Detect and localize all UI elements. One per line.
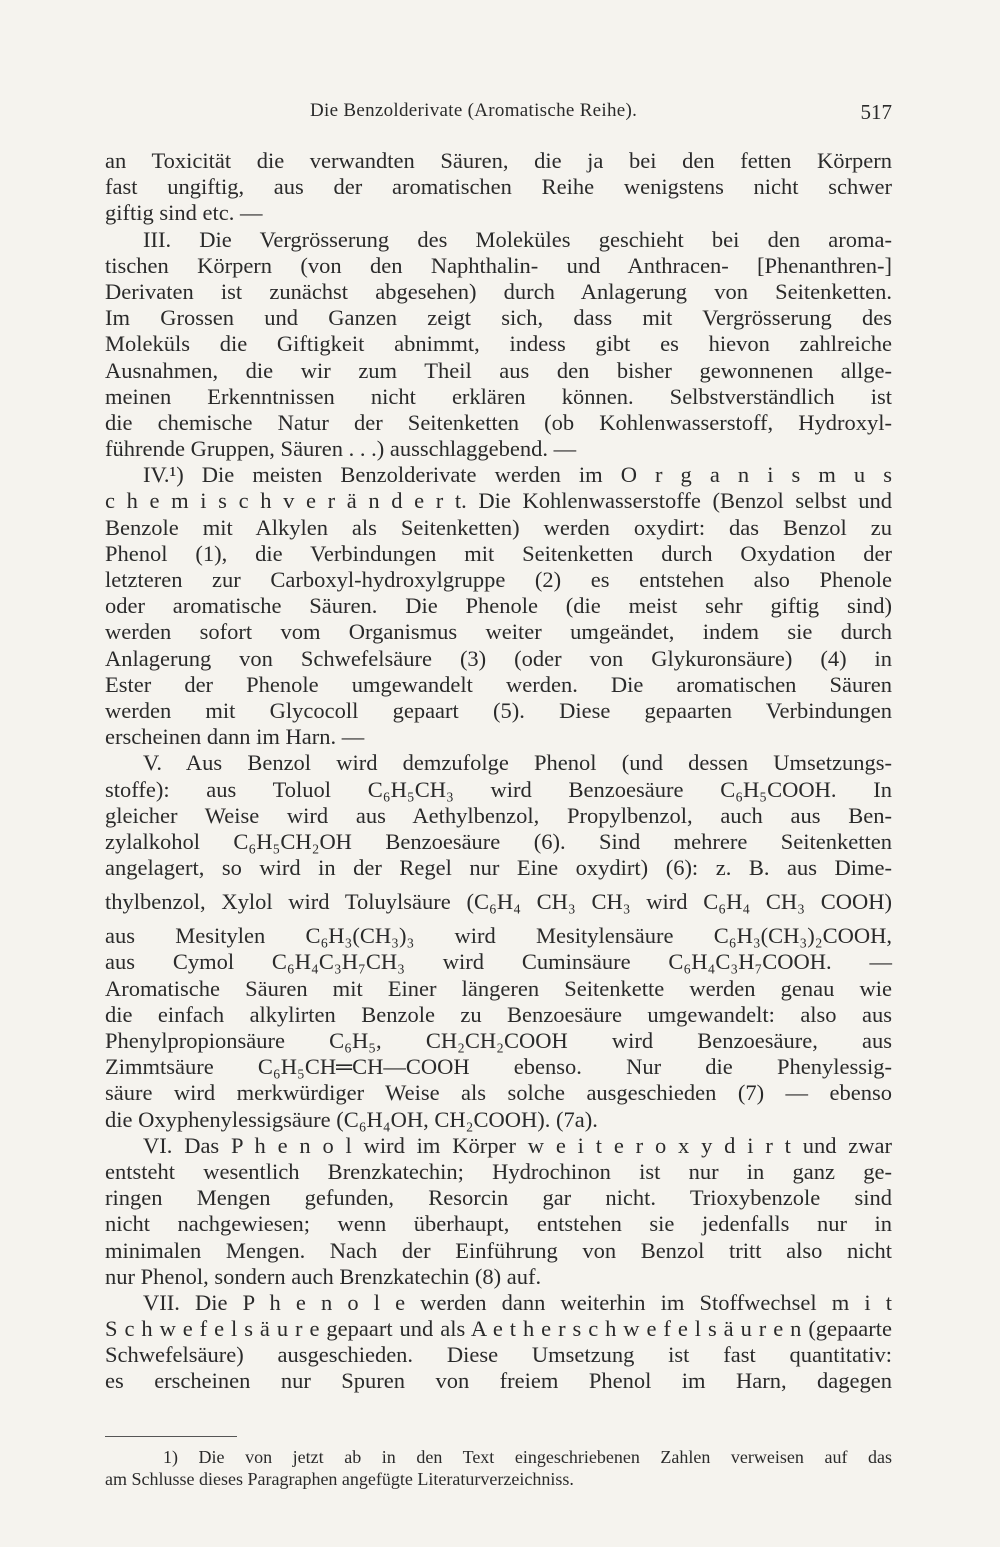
text-line: Ester der Phenole umgewandelt werden. Die aromatischen Säuren (105, 671, 892, 697)
text-line: Phenol (1), die Verbindungen mit Seitenketten durch Oxydation der (105, 540, 892, 566)
text-line: Anlagerung von Schwefelsäure (3) (oder von Glykuronsäure) (4) in (105, 645, 892, 671)
text-line: oder aromatische Säuren. Die Phenole (die meist sehr giftig sind) (105, 593, 892, 619)
text-line: Phenylpropionsäure C₆H₅, CH₂CH₂COOH wird Benzoesäure, aus (105, 1028, 892, 1053)
text-line: Im Grossen und Ganzen zeigt sich, dass mit Vergrösserung des (105, 305, 892, 331)
page-number: 517 (860, 100, 892, 124)
text-line: führende Gruppen, Säuren . . .) ausschlaggebend. — (105, 436, 577, 462)
page-header (105, 100, 892, 128)
text-line: tischen Körpern (von den Naphthalin- und Anthracen- [Phenanthren-] (105, 252, 892, 278)
footnotes (105, 1446, 892, 1490)
text-line: Zimmtsäure C₆H₅CH═CH—COOH ebenso. Nur die Phenylessig- (105, 1054, 892, 1080)
text-line: V. Aus Benzol wird demzufolge Phenol (und dessen Umsetzungs- (143, 750, 892, 776)
text-line: aus Cymol C₆H₄C₃H₇CH₃ wird Cuminsäure C₆H₄C₃H₇COOH. — (105, 949, 892, 975)
text-line: c h e m i s c h v e r ä n d e r t. Die Kohlenwasserstoffe (Benzol selbst und (105, 488, 892, 514)
text-line: die einfach alkylirten Benzole zu Benzoesäure umgewandelt: also aus (105, 1001, 892, 1027)
text-line: ringen Mengen gefunden, Resorcin gar nicht. Trioxybenzole sind (105, 1185, 892, 1211)
text-line: es erscheinen nur Spuren von freiem Phenol im Harn, dagegen (105, 1368, 892, 1394)
text-line: thylbenzol, Xylol wird Toluylsäure (C₆H₄ CH₃ CH₃ wird C₆H₄ CH₃ COOH) (105, 889, 892, 915)
text-line: aus Mesitylen C₆H₃(CH₃)₃ wird Mesitylensäure C₆H₃(CH₃)₂COOH, (105, 923, 892, 949)
text-line: Aromatische Säuren mit Einer längeren Seitenkette werden genau wie (105, 975, 892, 1001)
text-line: werden mit Glycocoll gepaart (5). Diese gepaarten Verbindungen (105, 697, 892, 723)
text-line: Schwefelsäure) ausgeschieden. Diese Umsetzung ist fast quantitativ: (105, 1342, 892, 1368)
running-title: Die Benzolderivate (Aromatische Reihe). (310, 100, 638, 121)
footnote-line: 1) Die von jetzt ab in den Text eingeschriebenen Zahlen verweisen auf das (163, 1447, 892, 1467)
text-line: minimalen Mengen. Nach der Einführung von Benzol tritt also nicht (105, 1237, 892, 1263)
text-line: giftig sind etc. — (105, 200, 263, 226)
text-line: S c h w e f e l s ä u r e gepaart und als A e t h e r s c h w e f e l s ä u r e n (gepaarte (105, 1316, 892, 1342)
text-line: nur Phenol, sondern auch Brenzkatechin (8) auf. (105, 1263, 542, 1289)
text-line: VII. Die P h e n o l e werden dann weiterhin im Stoffwechsel m i t (143, 1289, 892, 1315)
text-line: VI. Das P h e n o l wird im Körper w e i t e r o x y d i r t und zwar (143, 1132, 892, 1158)
text-line: an Toxicität die verwandten Säuren, die ja bei den fetten Körpern (105, 148, 892, 173)
text-line: entsteht wesentlich Brenzkatechin; Hydrochinon ist nur in ganz ge- (105, 1158, 892, 1184)
text-line: werden sofort vom Organismus weiter umgeändet, indem sie durch (105, 619, 892, 645)
text-line: gleicher Weise wird aus Aethylbenzol, Propylbenzol, auch aus Ben- (105, 802, 892, 828)
text-line: die Oxyphenylessigsäure (C₆H₄OH, CH₂COOH). (7a). (105, 1106, 598, 1132)
text-line: nicht nachgewiesen; wenn überhaupt, entstehen sie jedenfalls nur in (105, 1211, 892, 1237)
footnote-line: am Schlusse dieses Paragraphen angefügte Literaturverzeichniss. (105, 1469, 574, 1489)
text-line: Moleküls die Giftigkeit abnimmt, indess gibt es hievon zahlreiche (105, 331, 892, 357)
text-line: Benzole mit Alkylen als Seitenketten) werden oxydirt: das Benzol zu (105, 514, 892, 540)
text-line: fast ungiftig, aus der aromatischen Reihe wenigstens nicht schwer (105, 174, 892, 200)
text-line: die chemische Natur der Seitenketten (ob Kohlenwasserstoff, Hydroxyl- (105, 409, 892, 435)
text-line: säure wird merkwürdiger Weise als solche ausgeschieden (7) — ebenso (105, 1080, 892, 1106)
text-line: Derivaten ist zunächst abgesehen) durch Anlagerung von Seitenketten. (105, 278, 892, 304)
text-line: letzteren zur Carboxyl-hydroxylgruppe (2) es entstehen also Phenole (105, 567, 892, 592)
body-text (105, 148, 892, 1395)
text-line: IV.¹) Die meisten Benzolderivate werden im O r g a n i s m u s (143, 462, 892, 488)
text-line: III. Die Vergrösserung des Moleküles geschieht bei den aroma- (143, 226, 892, 252)
text-line: angelagert, so wird in der Regel nur Eine oxydirt) (6): z. B. aus Dime- (105, 855, 892, 881)
text-line: Ausnahmen, die wir zum Theil aus den bisher gewonnenen allge- (105, 357, 892, 383)
text-line: erscheinen dann im Harn. — (105, 724, 365, 750)
text-line: stoffe): aus Toluol C₆H₅CH₃ wird Benzoesäure C₆H₅COOH. In (105, 776, 892, 802)
footnote-rule (105, 1436, 237, 1437)
text-line: zylalkohol C₆H₅CH₂OH Benzoesäure (6). Sind mehrere Seitenketten (105, 828, 892, 854)
text-line: meinen Erkenntnissen nicht erklären können. Selbstverständlich ist (105, 383, 892, 409)
